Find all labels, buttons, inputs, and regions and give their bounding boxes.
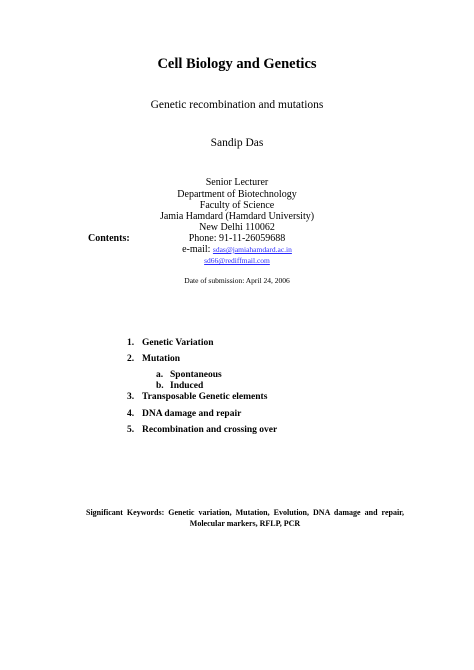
toc-item-number: 3. — [127, 392, 135, 402]
toc-item-number: 4. — [127, 409, 135, 419]
author-position: Senior Lecturer — [205, 177, 269, 188]
toc-subitem-induced — [156, 381, 203, 391]
toc-subitem-number: a. — [156, 370, 164, 380]
author-phone: Phone: 91-11-26059688 — [188, 233, 286, 244]
author-name: Sandip Das — [210, 137, 264, 149]
toc-item-label: Transposable Genetic elements — [142, 392, 268, 402]
toc-subitem-spontaneous — [156, 370, 222, 380]
toc-subitem-number: b. — [156, 381, 164, 391]
author-city: New Delhi 110062 — [199, 222, 275, 233]
document-title: Cell Biology and Genetics — [157, 56, 317, 72]
submission-date: Date of submission: April 24, 2006 — [184, 276, 290, 285]
toc-subitem-label: Induced — [170, 381, 204, 391]
toc-item-number: 5. — [127, 425, 135, 435]
toc-item-label: DNA damage and repair — [142, 409, 242, 419]
email-label: e-mail: — [182, 244, 211, 255]
toc-subitem-label: Spontaneous — [170, 370, 222, 380]
author-faculty: Faculty of Science — [199, 200, 275, 211]
toc-item-number: 2. — [127, 354, 135, 364]
toc-item-label: Genetic Variation — [142, 338, 214, 348]
email-link-secondary[interactable]: sd66@rediffmail.com — [204, 256, 270, 265]
author-email-row-2 — [0, 255, 474, 267]
keywords-line-1: Significant Keywords: Genetic variation, Mutation, Evolution, DNA damage and repair, — [86, 508, 404, 517]
document-subtitle: Genetic recombination and mutations — [150, 99, 324, 111]
toc-item-number: 1. — [127, 338, 135, 348]
toc-item-transposable-elements — [127, 392, 267, 402]
toc-item-recombination — [127, 425, 277, 435]
keywords-block — [86, 508, 404, 529]
toc-item-mutation — [127, 354, 180, 364]
author-university: Jamia Hamdard (Hamdard University) — [159, 211, 315, 222]
toc-item-genetic-variation — [127, 338, 214, 348]
toc-item-label: Recombination and crossing over — [142, 425, 278, 435]
contents-heading: Contents: — [88, 233, 130, 244]
toc-item-dna-damage — [127, 409, 241, 419]
author-email-row — [0, 244, 474, 256]
email-link-primary[interactable]: sdas@jamiahamdard.ac.in — [212, 245, 292, 254]
keywords-line-2: Molecular markers, RFLP, PCR — [189, 518, 301, 528]
toc-item-label: Mutation — [142, 354, 180, 364]
author-department: Department of Biotechnology — [177, 189, 297, 200]
